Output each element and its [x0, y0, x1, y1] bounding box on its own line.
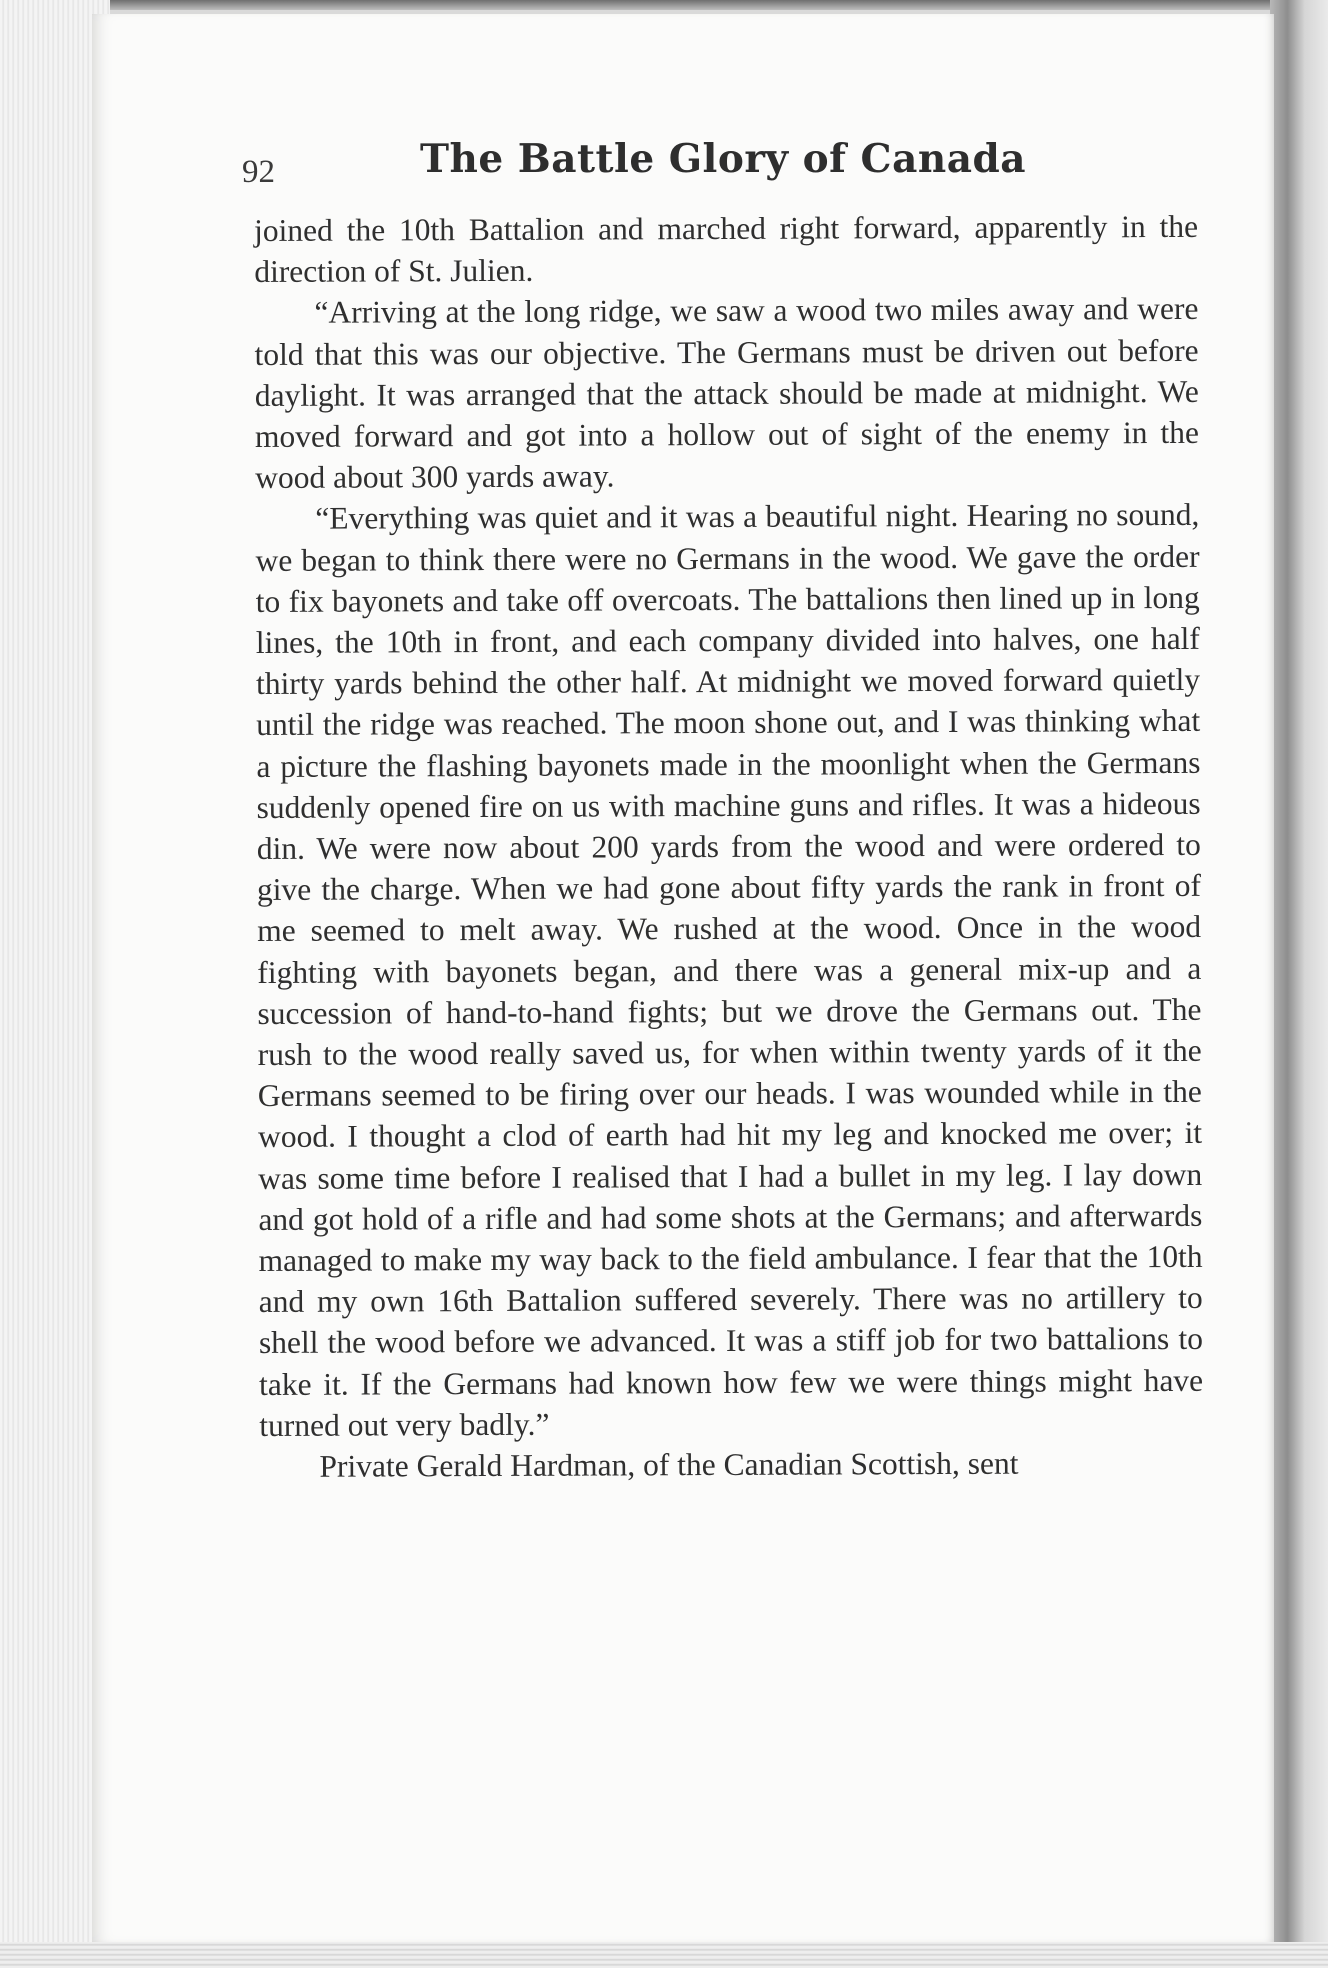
- book-page: [92, 14, 1274, 1942]
- page-stack-bottom-edge: [0, 1942, 1328, 1968]
- page-number: 92: [242, 154, 275, 190]
- book-top-edge: [0, 0, 1328, 10]
- paragraph-arriving: “Arriving at the long ridge, we saw a wood two miles away and were told that this was our objective. The Germans must be driven out before daylight. It was arranged that the attack should be made at midnight. We moved forward and got into a hollow out of sight of the enemy in the wood about 300 yards away.: [254, 291, 1200, 496]
- page-header: [242, 136, 1112, 196]
- paragraph-hardman: Private Gerald Hardman, of the Canadian Scottish, sent: [319, 1445, 1019, 1484]
- book-spine-right-edge: [1270, 0, 1328, 1968]
- paragraph-everything: “Everything was quiet and it was a beautiful night. Hearing no sound, we began to think there were no Germans in the wood. We gave the order to fix bayonets and take off overcoats. The battalions then lined up in long lines, the 10th in front, and each company divided into halves, one half thirty yards behind the other half. At midnight we moved forward quietly until the ridge was reached. The moon shone out, and I was thinking what a picture the flashing bayonets made in the moonlight when the Germans suddenly opened fire on us with machine guns and rifles. It was a hideous din. We were now about 200 yards from the wood and were ordered to give the charge. When we had gone about fifty yards the rank in front of me seemed to melt away. We rushed at the wood. Once in the wood fighting with bayonets began, and there was a general mix-up and a succession of hand-to-hand fights; but we drove the Germans out. The rush to the wood really saved us, for when within twenty yards of it the Germans seemed to be firing over our heads. I was wounded while in the wood. I thought a clod of earth had hit my leg and knocked me over; it was some time before I realised that I had a bullet in my leg. I lay down and got hold of a rifle and had some shots at the Germans; and afterwards managed to make my way back to the field ambulance. I fear that the 10th and my own 16th Battalion suffered severely. There was no artillery to shell the wood before we advanced. It was a stiff job for two battalions to take it. If the Germans had known how few we were things might have turned out very badly.”: [255, 497, 1204, 1443]
- running-title: The Battle Glory of Canada: [420, 136, 1026, 182]
- paragraph-continuation: joined the 10th Battalion and marched right forward, apparently in the direction of St. Julien.: [254, 208, 1199, 290]
- body-text: [254, 206, 1204, 1487]
